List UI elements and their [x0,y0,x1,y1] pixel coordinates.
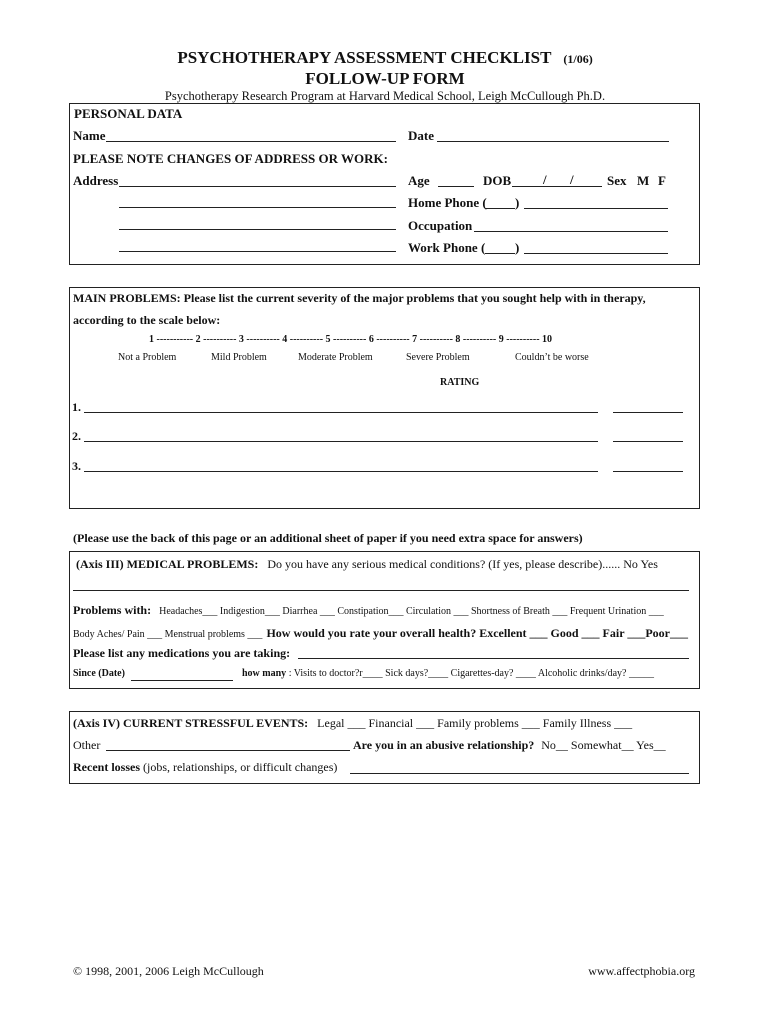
symptom-list-1[interactable]: Headaches___ Indigestion___ Diarrhea ___ Constipation___ Circulation ___ Shortness of Breath ___ Frequent Urination ___ [159,606,664,617]
name-field[interactable] [106,141,396,142]
abuse-options[interactable]: No__ Somewhat__ Yes__ [541,738,666,752]
work-phone-field[interactable] [524,253,668,254]
main-problems-instruction [73,291,646,306]
rating-label: RATING [440,377,480,388]
problem-number-3: 3. [72,459,81,473]
title-main: PSYCHOTHERAPY ASSESSMENT CHECKLIST [177,48,552,67]
changes-heading: PLEASE NOTE CHANGES OF ADDRESS OR WORK: [73,151,388,166]
home-phone-label: Home Phone ( [408,195,487,210]
stress-heading: (Axis IV) CURRENT STRESSFUL EVENTS: [73,716,309,730]
address-label: Address [73,173,119,188]
problem-2-rating-field[interactable] [613,441,683,442]
problem-2-field[interactable] [84,441,598,442]
since-date-field[interactable] [131,680,233,681]
occupation-field[interactable] [474,231,668,232]
symptom-list-2[interactable]: Body Aches/ Pain ___ Menstrual problems ___ [73,629,263,640]
sex-option-m[interactable]: M [637,173,650,188]
title-date: (1/06) [563,52,593,66]
address-field-1[interactable] [119,186,396,187]
dob-separator-1: / [543,172,547,187]
recent-losses-line [73,760,337,775]
occupation-label: Occupation [408,218,473,233]
recent-losses-field[interactable] [350,773,689,774]
medications-field[interactable] [298,658,689,659]
copyright: © 1998, 2001, 2006 Leigh McCullough [73,964,264,978]
work-phone-label: Work Phone ( [408,240,486,255]
sex-label: Sex [607,173,627,188]
other-field[interactable] [106,750,350,751]
medical-question: Do you have any serious medical conditions? (If yes, please describe)...... No Yes [267,557,658,571]
how-many-label: how many [242,668,287,679]
medical-description-field[interactable] [73,590,689,591]
main-problems-text: Please list the current severity of the major problems that you sought help with in therapy, [183,291,646,305]
problem-3-rating-field[interactable] [613,471,683,472]
age-label: Age [408,173,430,188]
severity-scale: 1 ----------- 2 ---------- 3 ---------- 4 ---------- 5 ---------- 6 ---------- 7 ---------- 8 ---------- 9 ---------- 10 [149,334,553,345]
main-problems-instruction-2: according to the scale below: [73,313,221,327]
age-field[interactable] [438,186,474,187]
health-line [73,624,688,642]
form-subtitle-title: FOLLOW-UP FORM [305,69,465,88]
overall-health-question[interactable]: How would you rate your overall health? Excellent ___ Good ___ Fair ___Poor___ [266,626,688,640]
scale-anchor-4: Severe Problem [406,352,470,363]
scale-anchor-1: Not a Problem [118,352,177,363]
scale-anchor-2: Mild Problem [211,352,267,363]
stress-events[interactable]: Legal ___ Financial ___ Family problems ___ Family Illness ___ [317,716,633,730]
program-subtitle: Psychotherapy Research Program at Harvard Medical School, Leigh McCullough Ph.D. [164,89,606,103]
home-phone-field[interactable] [524,208,668,209]
stress-events-line [73,716,632,731]
website-link[interactable]: www.affectphobia.org [588,964,695,978]
other-label: Other [73,738,101,752]
sex-option-f[interactable]: F [658,173,666,188]
address-field-3[interactable] [119,229,396,230]
recent-losses-hint: (jobs, relationships, or difficult changes) [142,760,338,774]
address-field-2[interactable] [119,207,396,208]
since-date-label: Since (Date) [73,668,125,679]
problem-3-field[interactable] [84,471,598,472]
medical-heading: (Axis III) MEDICAL PROBLEMS: [76,557,259,571]
scale-anchor-5: Couldn’t be worse [515,352,589,363]
problem-1-rating-field[interactable] [613,412,683,413]
personal-data-heading: PERSONAL DATA [74,106,183,121]
date-label: Date [408,128,434,143]
name-label: Name [73,128,106,143]
how-many-items[interactable]: : Visits to doctor?r____ Sick days?____ Cigarettes-day? ____ Alcoholic drinks/day? _____ [288,668,654,679]
medical-question-line [76,557,658,572]
work-phone-paren: ) [515,240,520,255]
work-phone-area-field[interactable] [485,253,515,254]
problems-with-line [73,601,664,619]
abuse-question: Are you in an abusive relationship? [353,738,535,752]
recent-losses-label: Recent losses [73,760,140,774]
problem-number-1: 1. [72,400,81,414]
problem-number-2: 2. [72,429,81,443]
how-many-line [242,668,654,679]
main-problems-heading: MAIN PROBLEMS: [73,291,181,305]
dob-separator-2: / [570,172,574,187]
problems-with-label: Problems with: [73,603,152,617]
personal-data-section [69,103,700,265]
problem-1-field[interactable] [84,412,598,413]
extra-space-note: (Please use the back of this page or an additional sheet of paper if you need extra space for answers) [73,531,583,545]
scale-anchor-3: Moderate Problem [298,352,373,363]
date-field[interactable] [437,141,669,142]
dob-label: DOB [483,173,512,188]
address-field-4[interactable] [119,251,396,252]
abuse-line [353,738,666,753]
form-title [0,48,770,68]
medications-label: Please list any medications you are taking: [73,646,291,660]
home-phone-paren: ) [515,195,520,210]
home-phone-area-field[interactable] [485,208,515,209]
dob-field[interactable] [512,186,602,187]
